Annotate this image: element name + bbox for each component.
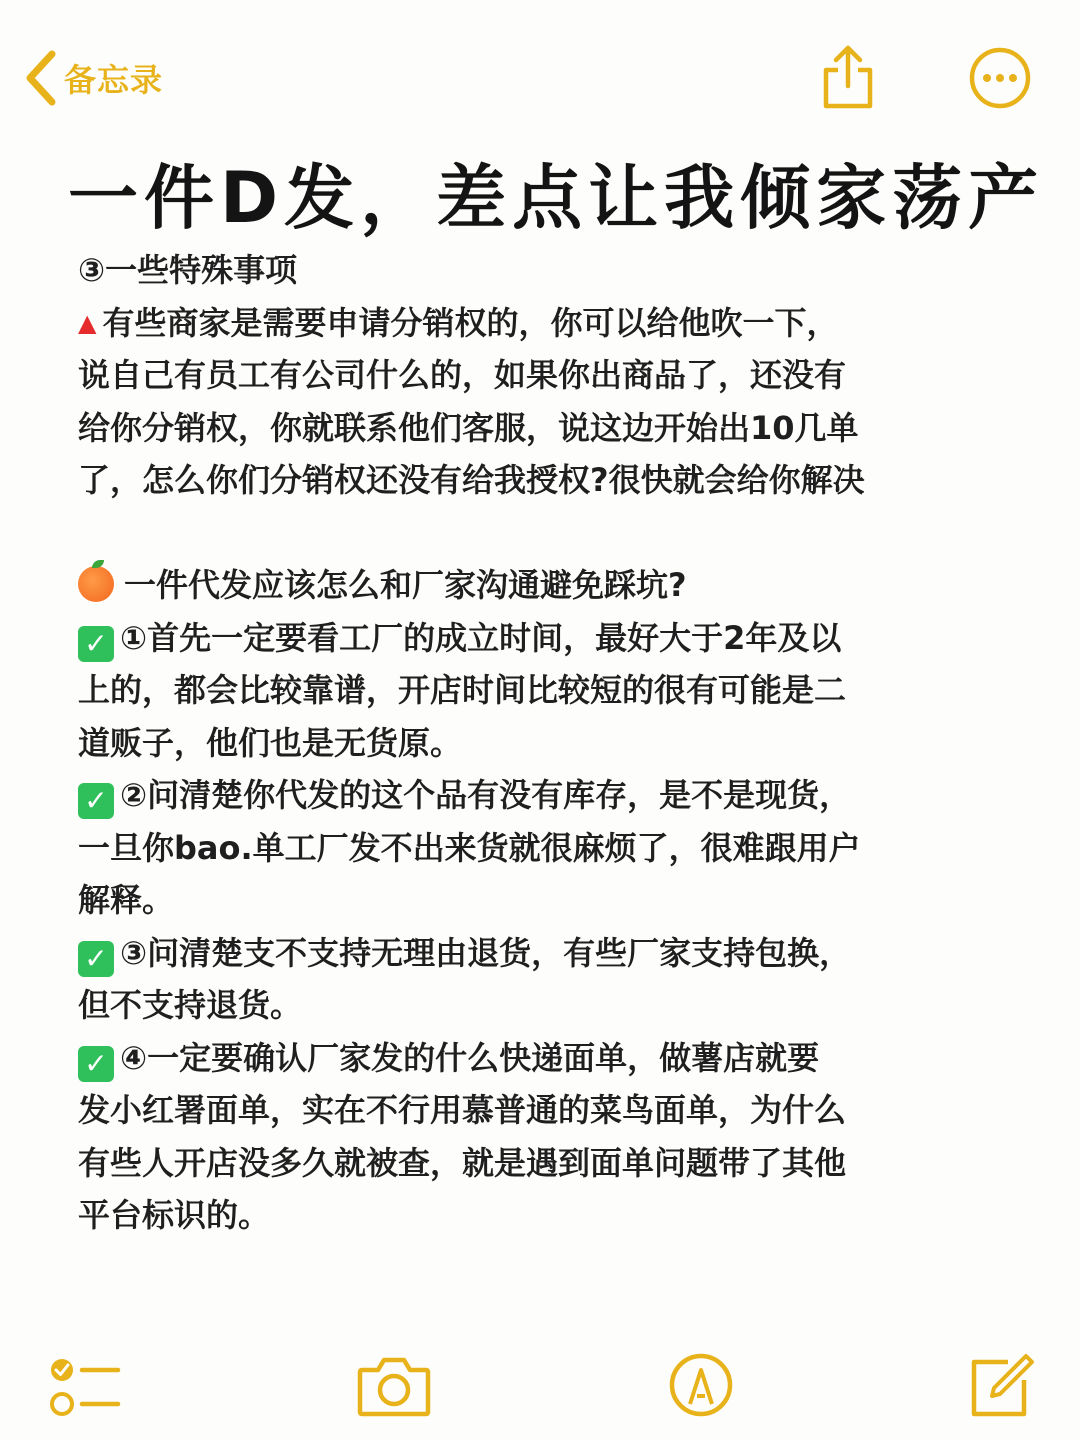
chevron-left-icon	[22, 50, 58, 106]
back-label: 备忘录	[64, 61, 164, 99]
note-line: ③一些特殊事项	[78, 251, 298, 289]
note-body[interactable]	[78, 244, 958, 1242]
note-line: 发小红署面单，实在不行用慕普通的菜鸟面单，为什么	[78, 1091, 847, 1129]
top-toolbar	[0, 0, 1080, 150]
check-mark-icon: ✓	[78, 783, 114, 819]
checklist-icon[interactable]	[48, 1354, 122, 1420]
note-title: 一件D发，差点让我倾家荡产	[68, 157, 1045, 239]
note-line: 有些人开店没多久就被查，就是遇到面单问题带了其他	[78, 1143, 847, 1182]
compose-icon[interactable]	[968, 1350, 1034, 1420]
blank-line	[78, 507, 958, 560]
note-line: 说自己有员工有公司什么的，如果你出商品了，还没有	[78, 356, 847, 394]
bottom-toolbar	[0, 1340, 1080, 1440]
note-line: 给你分销权，你就联系他们客服，说这边开始出10几单	[78, 408, 859, 447]
note-line: 但不支持退货。	[78, 986, 303, 1024]
note-line: 了，怎么你们分销权还没有给我授权?很快就会给你解决	[78, 461, 865, 499]
note-line: 一件代发应该怎么和厂家沟通避免踩坑?	[78, 559, 958, 612]
note-line: 平台标识的。	[78, 1196, 271, 1234]
check-mark-icon: ✓	[78, 1046, 114, 1082]
peach-emoji-icon	[78, 566, 114, 602]
camera-icon[interactable]	[356, 1354, 432, 1418]
check-mark-icon: ✓	[78, 626, 114, 662]
note-line: 上的，都会比较靠谱，开店时间比较短的很有可能是二	[78, 671, 847, 709]
note-line: ✓ ④一定要确认厂家发的什么快递面单，做薯店就要	[78, 1032, 958, 1085]
share-icon[interactable]	[818, 42, 878, 112]
note-line: 一旦你bao.单工厂发不出来货就很麻烦了，很难跟用户	[78, 828, 861, 867]
note-line: 解释。	[78, 881, 175, 919]
note-line: ✓ ①首先一定要看工厂的成立时间，最好大于2年及以	[78, 612, 958, 665]
markup-pen-icon[interactable]	[668, 1352, 734, 1418]
back-button[interactable]	[22, 48, 163, 108]
note-line: ✓ ③问清楚支不支持无理由退货，有些厂家支持包换，	[78, 927, 958, 980]
note-line: ✓ ②问清楚你代发的这个品有没有库存，是不是现货，	[78, 769, 958, 822]
note-line: ▲ 有些商家是需要申请分销权的，你可以给他吹一下，	[78, 303, 839, 342]
note-line: 道贩子，他们也是无货原。	[78, 723, 463, 762]
more-icon[interactable]	[968, 46, 1032, 110]
red-triangle-icon: ▲	[78, 308, 97, 337]
check-mark-icon: ✓	[78, 941, 114, 977]
